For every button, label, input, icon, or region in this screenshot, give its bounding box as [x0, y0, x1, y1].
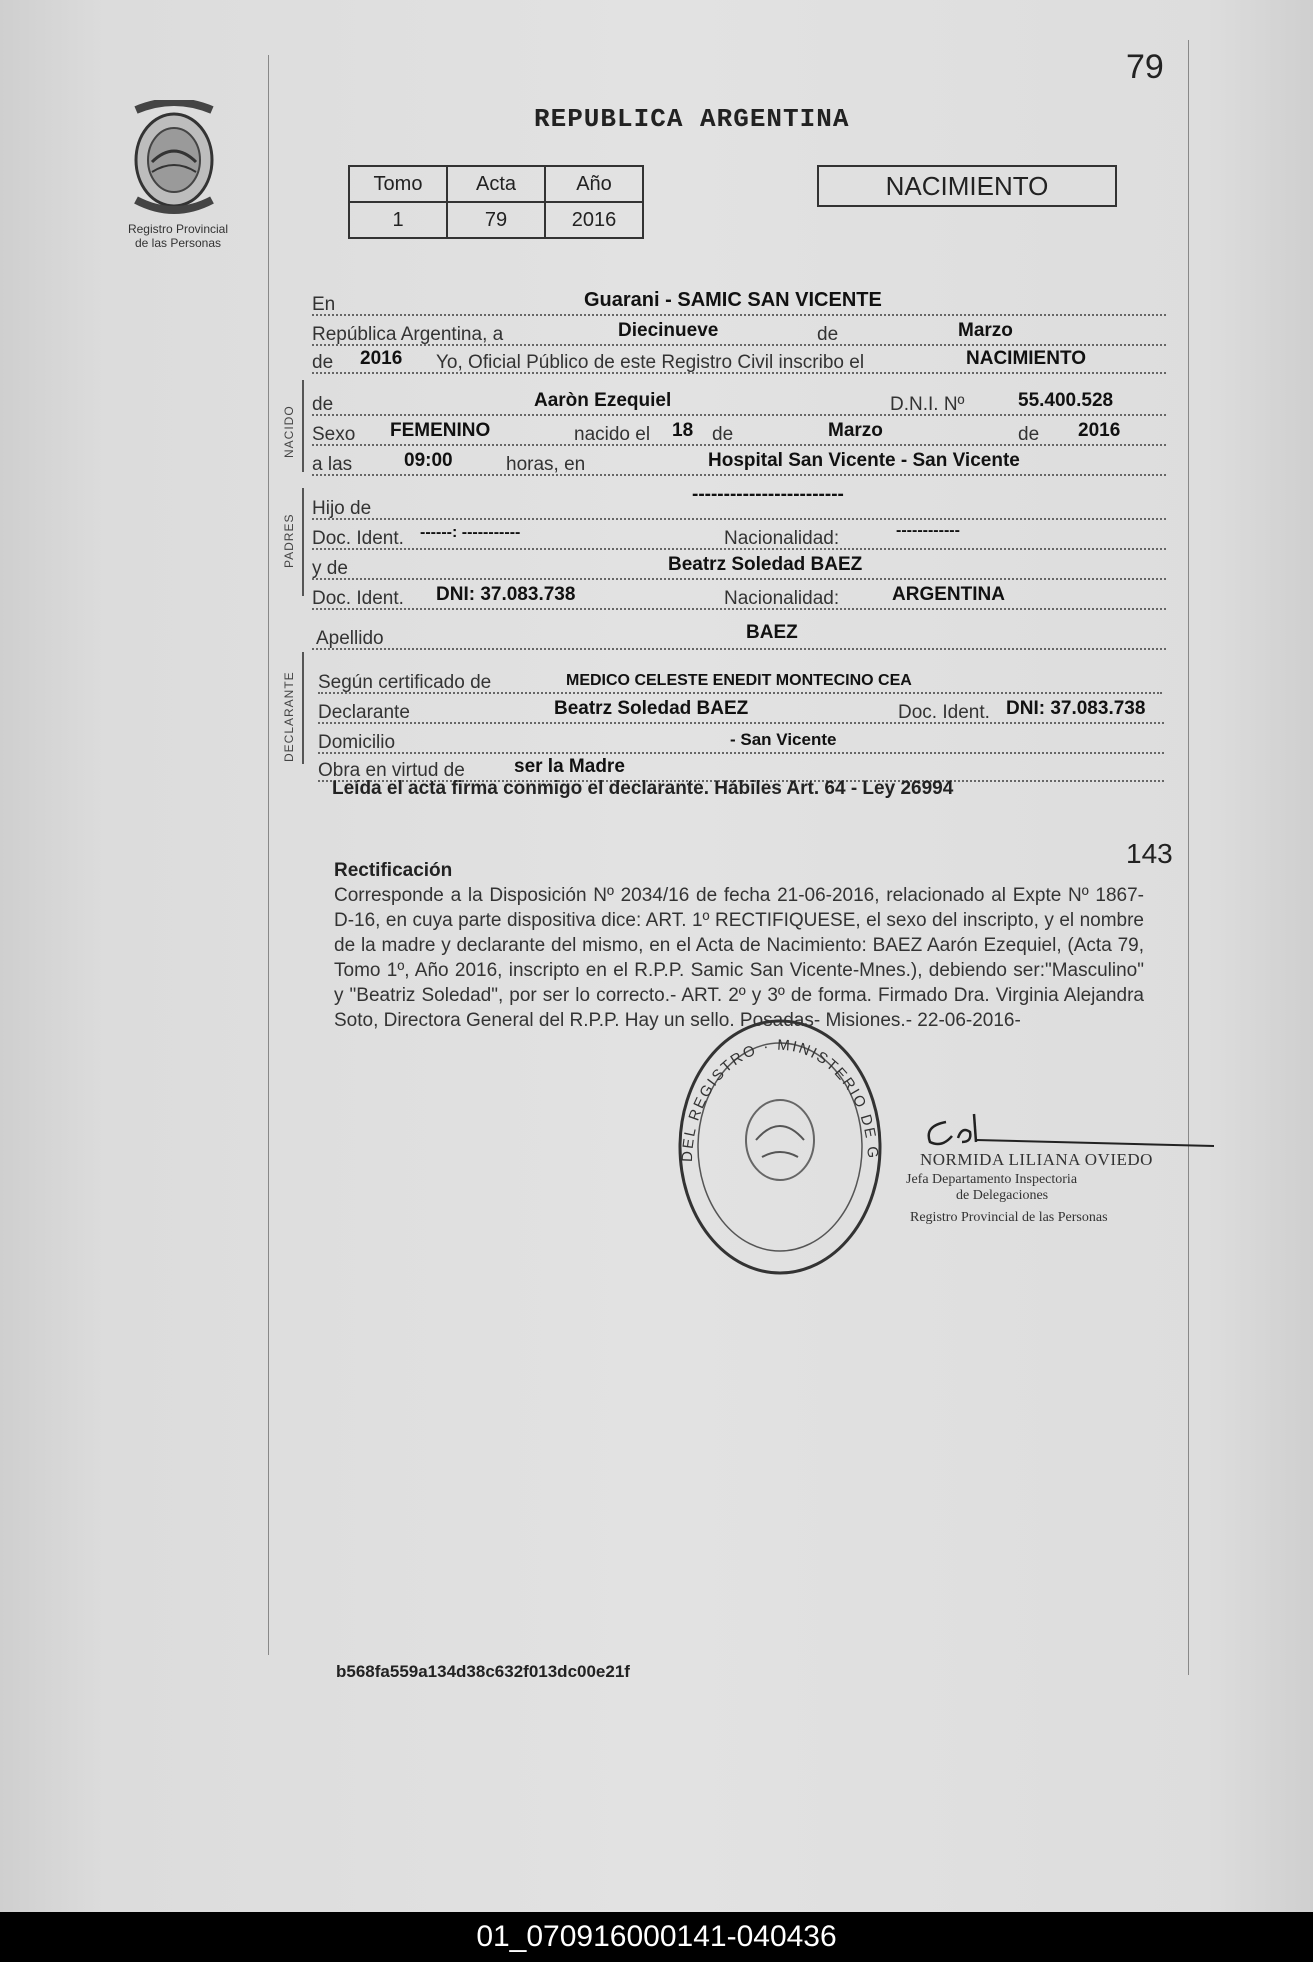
signature-mark-icon	[918, 1112, 1214, 1152]
label-y-de: y de	[312, 558, 348, 579]
label-doc1: Doc. Ident.	[312, 528, 404, 549]
value-doc1: ------: -----------	[420, 524, 521, 541]
declarante-bracket	[302, 652, 304, 764]
province-logo	[122, 100, 226, 215]
signatory-title-line3: Registro Provincial de las Personas	[910, 1210, 1108, 1225]
label-doc2: Doc. Ident.	[312, 588, 404, 609]
value-certificado: MEDICO CELESTE ENEDIT MONTECINO CEA	[566, 672, 912, 689]
value-declarante-doc: DNI: 37.083.738	[1006, 698, 1146, 719]
signatory-title-line1: Jefa Departamento Inspectoria	[906, 1172, 1078, 1187]
value-lugar: Hospital San Vicente - San Vicente	[708, 450, 1020, 471]
row-hora	[312, 450, 1166, 476]
value-nombre: Aaròn Ezequiel	[534, 390, 672, 411]
value-obra: ser la Madre	[514, 756, 625, 777]
logo-caption-line2: de las Personas	[134, 236, 222, 250]
svg-text:DEL REGISTRO · MINISTERIO DE G	[670, 1012, 881, 1162]
right-margin-line	[1188, 40, 1189, 1675]
row-apellido	[312, 624, 1166, 650]
label-en: En	[312, 294, 336, 315]
label-a-las: a las	[312, 454, 353, 475]
label-declarante-doc: Doc. Ident.	[898, 702, 990, 723]
value-en: Guarani - SAMIC SAN VICENTE	[584, 289, 882, 311]
label-horas-en: horas, en	[506, 454, 586, 475]
value-domicilio: - San Vicente	[730, 730, 837, 749]
value-nacionalidad2: ARGENTINA	[892, 584, 1005, 605]
record-value-acta: 79	[447, 202, 545, 238]
seal-text: DEL REGISTRO · MINISTERIO DE G	[678, 1036, 882, 1163]
value-year: 2016	[360, 348, 403, 369]
rectification-title: Rectificación	[334, 860, 453, 881]
label-nacionalidad2: Nacionalidad:	[724, 588, 840, 609]
left-margin-line	[268, 55, 269, 1655]
label-domicilio: Domicilio	[318, 732, 396, 753]
nacido-bracket	[302, 380, 304, 472]
footer-id-bar	[0, 1912, 1313, 1962]
section-label-declarante: DECLARANTE	[282, 671, 296, 762]
value-declarante: Beatrz Soledad BAEZ	[554, 698, 749, 719]
record-header-tomo: Tomo	[349, 166, 447, 202]
row-madre	[312, 554, 1166, 580]
label-obra: Obra en virtud de	[318, 760, 465, 781]
section-label-nacido: NACIDO	[282, 405, 296, 458]
label-dni: D.N.I. Nº	[890, 394, 965, 415]
row-domicilio	[318, 728, 1164, 754]
document-title: REPUBLICA ARGENTINA	[534, 104, 850, 134]
province-emblem-icon	[122, 100, 226, 215]
logo-caption	[108, 222, 248, 250]
value-birth-day: 18	[672, 420, 694, 441]
row-declarante	[318, 698, 1164, 724]
value-birth-month: Marzo	[828, 420, 883, 441]
row-en	[312, 290, 1166, 316]
record-value-tomo: 1	[349, 202, 447, 238]
record-header-acta: Acta	[447, 166, 545, 202]
value-doc2: DNI: 37.083.738	[436, 584, 576, 605]
value-tipo-inscripcion: NACIMIENTO	[966, 348, 1086, 369]
value-birth-year: 2016	[1078, 420, 1121, 441]
signature-scribble	[918, 1112, 1214, 1152]
label-apellido: Apellido	[316, 628, 384, 649]
value-hora: 09:00	[404, 450, 453, 471]
label-declarante: Declarante	[318, 702, 410, 723]
row-hijo	[312, 484, 1166, 520]
document-hash: b568fa559a134d38c632f013dc00e21f	[336, 1662, 630, 1681]
row-doc2	[312, 584, 1166, 610]
footer-id: 01_070916000141-040436	[476, 1920, 837, 1953]
padres-bracket	[302, 488, 304, 596]
label-sexo: Sexo	[312, 424, 356, 445]
value-madre: Beatrz Soledad BAEZ	[668, 554, 863, 575]
signatory-name: NORMIDA LILIANA OVIEDO	[920, 1150, 1153, 1169]
label-nombre-de: de	[312, 394, 334, 415]
label-republica-de: de	[817, 324, 839, 345]
value-day-words: Diecinueve	[618, 320, 719, 341]
value-sexo: FEMENINO	[390, 420, 491, 441]
section-label-padres: PADRES	[282, 513, 296, 568]
official-seal	[670, 1012, 890, 1282]
label-nacionalidad1: Nacionalidad:	[724, 528, 840, 549]
rectification-number: 143	[1126, 838, 1173, 869]
rectification-body: Corresponde a la Disposición Nº 2034/16 de fecha 21-06-2016, relacionado al Expte Nº 1867-D-16, en cuya parte dispositiva dice: ART. 1º RECTIFIQUESE, el sexo del inscripto, y el nombre de la madre y declarante del mismo, en el Acta de Nacimiento: BAEZ Aarón Ezequiel, (Acta 79, Tomo 1º, Año 2016, inscripto en el R.P.P. Samic San Vicente-Mnes.), debiendo ser:"Masculino" y "Beatriz Soledad", por ser lo correcto.- ART. 2º y 3º de forma. Firmado Dra. Virginia Alejandra Soto, Directora General del R.P.P. Hay un sello. Posadas- Misiones.- 22-06-2016-	[334, 885, 1144, 1031]
label-sexo-de2: de	[1018, 424, 1040, 445]
row-certificado	[318, 668, 1162, 694]
closing-statement: Leída el acta firma conmigo el declarante. Hábiles Art. 64 - Ley 26994	[332, 778, 954, 799]
page-number: 79	[1126, 48, 1164, 86]
label-year-de: de	[312, 352, 334, 373]
value-dni: 55.400.528	[1018, 390, 1114, 411]
label-hijo-de: Hijo de	[312, 498, 372, 519]
signatory-title-line2: de Delegaciones	[956, 1188, 1049, 1203]
label-certificado: Según certificado de	[318, 672, 492, 693]
row-sexo	[312, 420, 1166, 446]
record-table	[348, 165, 644, 239]
label-sexo-de1: de	[712, 424, 734, 445]
record-type-box: NACIMIENTO	[817, 165, 1117, 207]
label-inscribo: Yo, Oficial Público de este Registro Civil inscribo el	[436, 352, 865, 373]
row-nombre	[312, 390, 1166, 416]
value-apellido: BAEZ	[746, 622, 798, 643]
label-nacido-el: nacido el	[574, 424, 651, 445]
row-doc1	[312, 524, 1166, 550]
value-month: Marzo	[958, 320, 1013, 341]
label-republica: República Argentina, a	[312, 324, 504, 345]
record-header-anio: Año	[545, 166, 643, 202]
logo-caption-line1: Registro Provincial	[127, 222, 229, 236]
record-value-anio: 2016	[545, 202, 643, 238]
record-table-value-row	[349, 202, 643, 238]
value-padre: ------------------------	[692, 484, 844, 505]
row-republica	[312, 320, 1166, 346]
row-year	[312, 348, 1166, 374]
value-nacionalidad1: ------------	[896, 522, 960, 539]
record-table-header-row	[349, 166, 643, 202]
seal-icon	[670, 1012, 890, 1282]
